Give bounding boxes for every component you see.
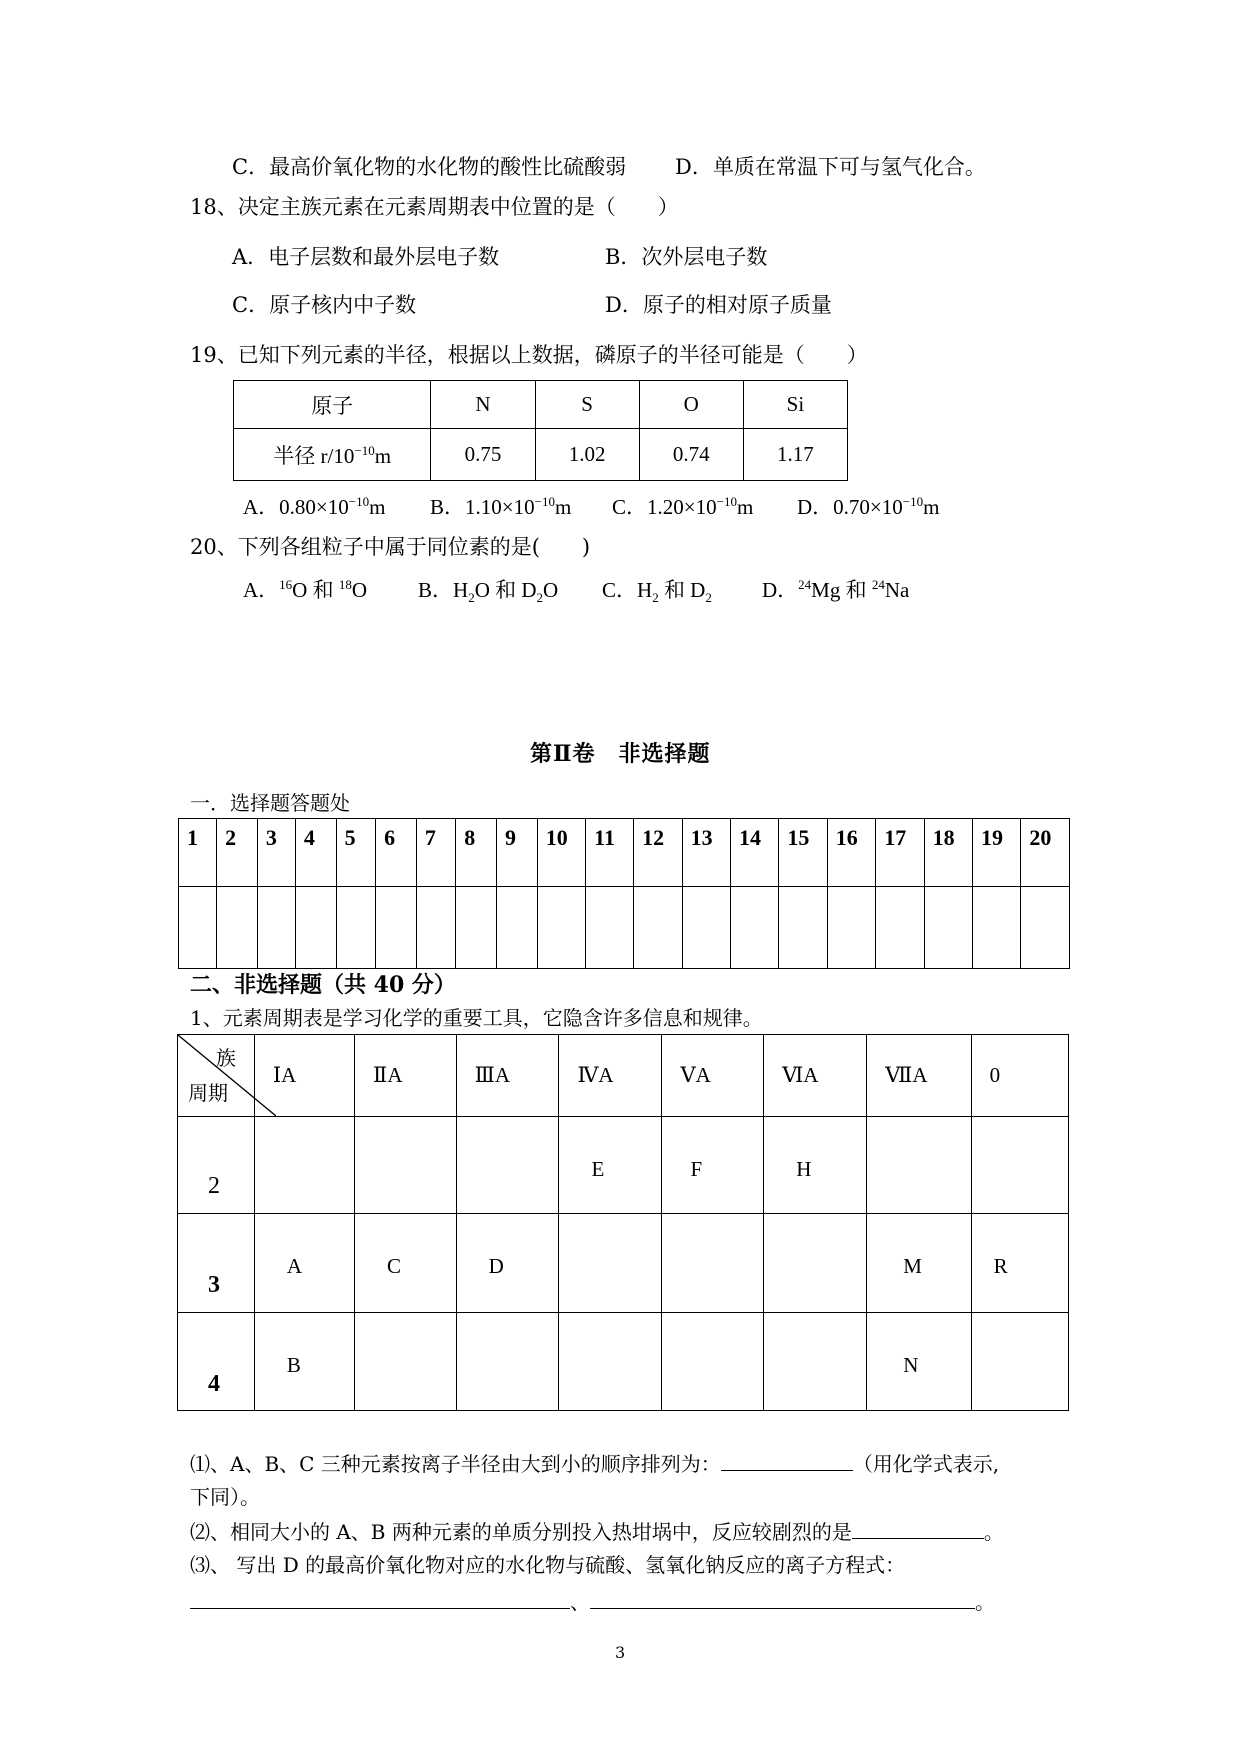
q17-option-d: D．单质在常温下可与氢气化合。	[675, 155, 986, 179]
element-symbol: B	[286, 1352, 301, 1377]
q19-option-d: D．$0.70\times 10^{-10}m$	[797, 494, 940, 519]
element-cell	[456, 1116, 559, 1213]
element-symbol: R	[993, 1253, 1008, 1278]
group-header: ⅢA	[456, 1035, 559, 1117]
answer-input-cell[interactable]	[416, 887, 455, 969]
q18-option-c: C．原子核内中子数	[232, 293, 417, 317]
element-cell	[971, 1312, 1068, 1410]
part2-q1-stem: 1、元素周期表是学习化学的重要工具，它隐含许多信息和规律。	[190, 1006, 763, 1030]
part2-heading: 二、非选择题（共 40 分）	[190, 972, 456, 998]
element-cell	[971, 1116, 1068, 1213]
answer-input-cell[interactable]	[179, 887, 217, 969]
answer-number-cell: 20	[1021, 819, 1070, 887]
group-header: ⅡA	[355, 1035, 457, 1117]
element-symbol: H	[796, 1156, 812, 1181]
answer-number-cell: 10	[537, 819, 585, 887]
element-cell	[254, 1312, 354, 1410]
group-header: ⅥA	[764, 1035, 867, 1117]
period-label-cell	[178, 1116, 255, 1213]
group-header: 0	[971, 1035, 1068, 1117]
period-label-cell	[178, 1312, 255, 1410]
sub-question-3: ⑶、 写出 D 的最高价氧化物对应的水化物与硫酸、氢氧化钠反应的离子方程式：	[190, 1553, 906, 1577]
radius-table-value: 1.17	[743, 429, 847, 481]
element-cell	[559, 1116, 662, 1213]
q20-stem: 20、下列各组粒子中属于同位素的是( )	[190, 535, 591, 559]
answer-number-cell: 18	[924, 819, 972, 887]
element-cell	[355, 1312, 457, 1410]
answer-input-cell[interactable]	[295, 887, 336, 969]
answer-input-cell[interactable]	[730, 887, 778, 969]
period-label: 4	[208, 1370, 220, 1397]
answer-number-cell: 3	[257, 819, 295, 887]
q19-option-b: B．$1.10\times 10^{-10}m$	[430, 494, 572, 519]
element-cell	[662, 1116, 764, 1213]
element-symbol: M	[903, 1253, 922, 1278]
q20-option-d: D．$^{24}$Mg 和 $^{24}$Na	[762, 577, 910, 602]
q19-stem: 19、已知下列元素的半径，根据以上数据，磷原子的半径可能是（ ）	[190, 343, 868, 367]
element-cell	[559, 1213, 662, 1312]
answer-input-cell[interactable]	[456, 887, 497, 969]
answer-input-cell[interactable]	[497, 887, 538, 969]
group-header: ⅤA	[662, 1035, 764, 1117]
answer-input-cell[interactable]	[586, 887, 634, 969]
answer-blank-3a[interactable]	[190, 1590, 570, 1609]
radius-table-header-radius: 半径 $r/10^{-10}m$	[234, 429, 431, 481]
radius-table-value: 0.74	[639, 429, 743, 481]
answer-number-cell: 8	[456, 819, 497, 887]
element-symbol: D	[488, 1253, 504, 1278]
periodic-table	[177, 1034, 1069, 1411]
q19-option-a: A．$0.80\times 10^{-10}m$	[243, 494, 386, 519]
element-symbol: E	[591, 1156, 605, 1181]
element-cell	[971, 1213, 1068, 1312]
element-cell	[764, 1312, 867, 1410]
group-header: ⅦA	[867, 1035, 971, 1117]
answer-number-cell: 1	[179, 819, 217, 887]
element-cell	[662, 1213, 764, 1312]
answer-input-cell[interactable]	[827, 887, 875, 969]
element-cell	[764, 1213, 867, 1312]
sub-question-3-blanks: 、 。	[190, 1590, 995, 1612]
radius-table-atom: Si	[743, 381, 847, 429]
answer-number-cell: 2	[217, 819, 258, 887]
answer-input-cell[interactable]	[634, 887, 682, 969]
radius-table-atom: S	[535, 381, 639, 429]
answer-input-cell[interactable]	[336, 887, 375, 969]
answer-section-heading: 一．选择题答题处	[190, 791, 350, 815]
period-label-cell	[178, 1213, 255, 1312]
element-cell	[867, 1312, 971, 1410]
q18-stem: 18、决定主族元素在元素周期表中位置的是（ ）	[190, 195, 679, 219]
periodic-table-corner	[178, 1035, 255, 1117]
answer-input-cell[interactable]	[217, 887, 258, 969]
corner-period-label: 周期	[188, 1083, 228, 1105]
radius-table-header-atom: 原子	[234, 381, 431, 429]
element-symbol: C	[387, 1253, 402, 1278]
element-cell	[867, 1213, 971, 1312]
page-number: 3	[615, 1643, 626, 1662]
group-header: ⅠA	[254, 1035, 354, 1117]
answer-input-cell[interactable]	[537, 887, 585, 969]
radius-table-atom: N	[431, 381, 535, 429]
answer-blank-2[interactable]	[852, 1520, 984, 1539]
q20-option-b: B．$H_2O$ 和 $D_2O$	[418, 578, 559, 606]
element-cell	[456, 1213, 559, 1312]
radius-table-value: 1.02	[535, 429, 639, 481]
answer-number-cell: 14	[730, 819, 778, 887]
answer-number-cell: 5	[336, 819, 375, 887]
q20-option-c: C．$H_2$ 和 $D_2$	[602, 578, 712, 606]
element-cell	[764, 1116, 867, 1213]
sub-question-2: ⑵、相同大小的 A、B 两种元素的单质分别投入热坩埚中，反应较剧烈的是 。	[190, 1520, 1004, 1544]
answer-grid	[178, 818, 1070, 969]
answer-number-cell: 11	[586, 819, 634, 887]
answer-input-cell[interactable]	[1021, 887, 1070, 969]
answer-number-cell: 9	[497, 819, 538, 887]
element-symbol: N	[903, 1352, 919, 1377]
period-label: 3	[208, 1271, 220, 1298]
answer-input-cell[interactable]	[682, 887, 730, 969]
answer-input-cell[interactable]	[924, 887, 972, 969]
sub-question-1: ⑴、A、B、C 三种元素按离子半径由大到小的顺序排列为： （用化学式表示,	[190, 1452, 1000, 1476]
radius-table	[233, 380, 848, 481]
answer-number-cell: 4	[295, 819, 336, 887]
element-cell	[456, 1312, 559, 1410]
answer-number-cell: 13	[682, 819, 730, 887]
q18-option-b: B．次外层电子数	[605, 245, 768, 269]
period-label: 2	[208, 1172, 220, 1199]
answer-number-cell: 17	[876, 819, 924, 887]
answer-input-cell[interactable]	[257, 887, 295, 969]
answer-blank-1[interactable]	[721, 1452, 853, 1471]
element-cell	[662, 1312, 764, 1410]
answer-input-cell[interactable]	[779, 887, 827, 969]
group-header: ⅣA	[559, 1035, 662, 1117]
q18-option-a: A．电子层数和最外层电子数	[232, 245, 500, 269]
answer-input-cell[interactable]	[876, 887, 924, 969]
answer-input-cell[interactable]	[973, 887, 1021, 969]
radius-table-atom: O	[639, 381, 743, 429]
element-symbol: F	[690, 1156, 703, 1181]
sub-question-1-cont: 下同）。	[190, 1485, 260, 1509]
element-cell	[254, 1116, 354, 1213]
answer-number-cell: 16	[827, 819, 875, 887]
q18-option-d: D．原子的相对原子质量	[605, 293, 832, 317]
element-cell	[355, 1116, 457, 1213]
answer-number-cell: 6	[376, 819, 417, 887]
element-cell	[559, 1312, 662, 1410]
answer-number-cell: 7	[416, 819, 455, 887]
element-symbol: A	[286, 1253, 303, 1278]
answer-input-cell[interactable]	[376, 887, 417, 969]
q20-option-a: A．$^{16}$O 和 $^{18}$O	[243, 577, 368, 602]
element-cell	[355, 1213, 457, 1312]
radius-table-value: 0.75	[431, 429, 535, 481]
element-cell	[254, 1213, 354, 1312]
q17-option-c: C．最高价氧化物的水化物的酸性比硫酸弱	[232, 155, 627, 179]
answer-number-cell: 19	[973, 819, 1021, 887]
answer-number-cell: 12	[634, 819, 682, 887]
answer-number-cell: 15	[779, 819, 827, 887]
corner-group-label: 族	[215, 1048, 236, 1070]
section-title: 第Ⅱ卷 非选择题	[530, 741, 711, 767]
element-cell	[867, 1116, 971, 1213]
q19-option-c: C．$1.20\times 10^{-10}m$	[612, 494, 754, 519]
answer-blank-3b[interactable]	[590, 1590, 975, 1609]
